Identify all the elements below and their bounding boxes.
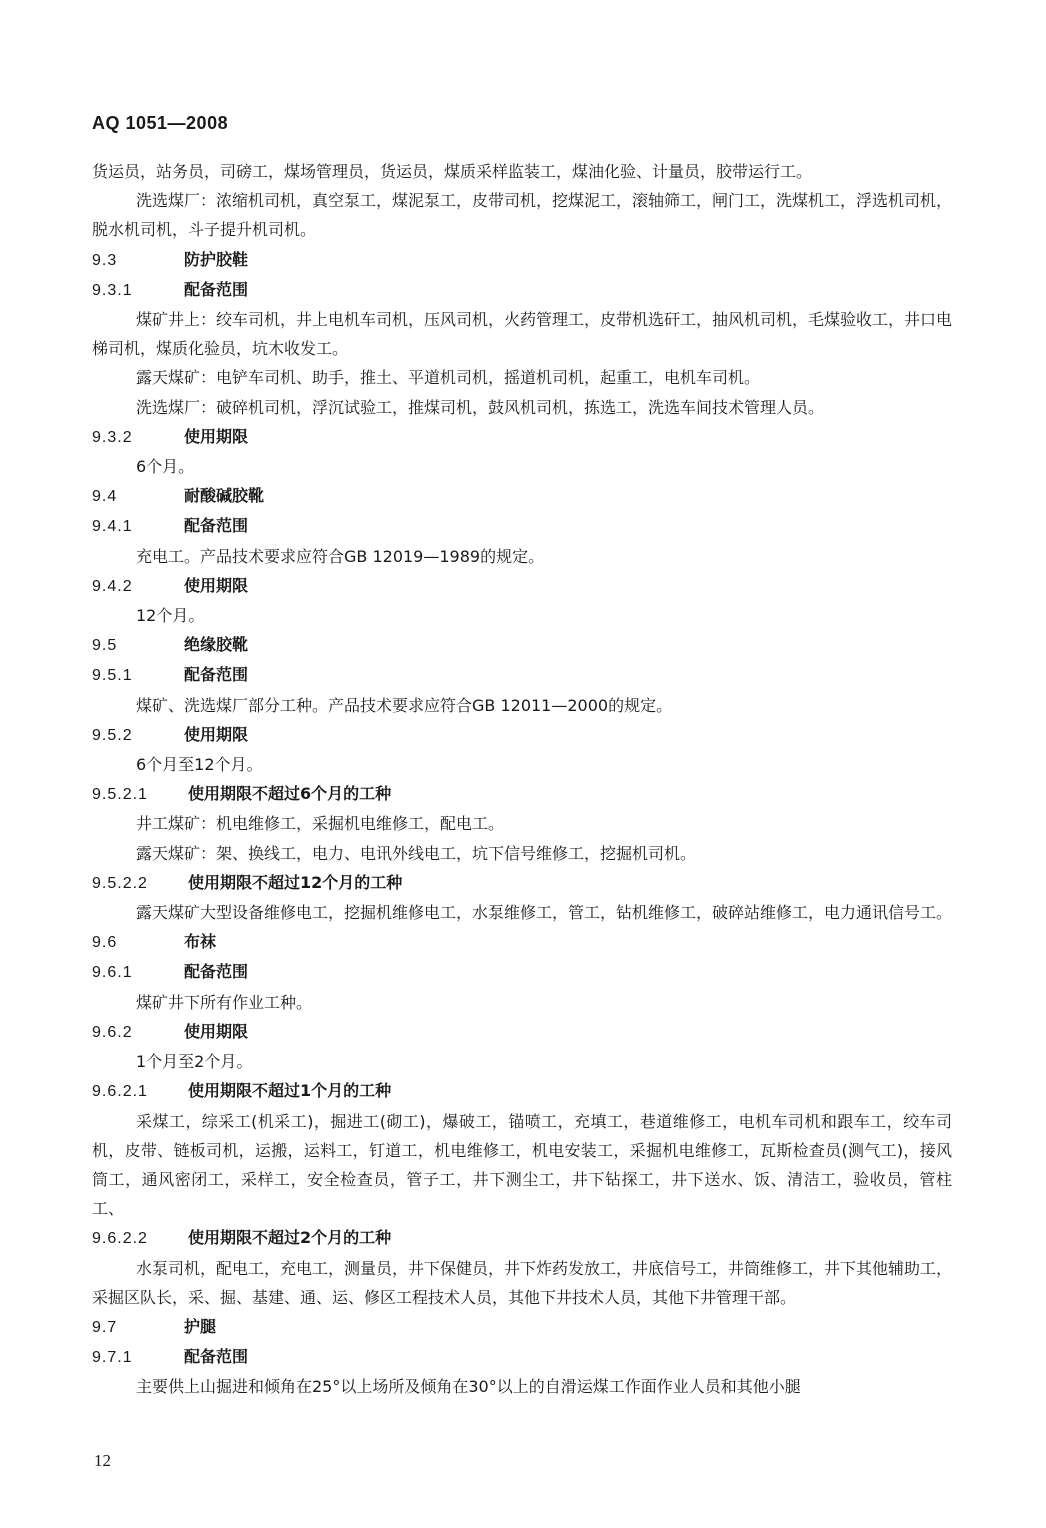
body-paragraph: 6个月至12个月。 bbox=[136, 755, 263, 775]
section-heading bbox=[92, 779, 952, 809]
section-heading bbox=[92, 957, 952, 987]
section-number: 9.5.1 bbox=[92, 667, 133, 685]
section-number: 9.3.2 bbox=[92, 428, 133, 446]
section-number: 9.4.2 bbox=[92, 577, 133, 595]
section-heading bbox=[92, 660, 952, 690]
section-title: 防护胶鞋 bbox=[184, 249, 249, 269]
section-number: 9.5.2 bbox=[92, 726, 133, 744]
section-number: 9.5.2.1 bbox=[92, 786, 148, 804]
document-body bbox=[92, 157, 952, 1402]
body-paragraph: 煤矿井下所有作业工种。 bbox=[136, 992, 313, 1012]
body-paragraph: 洗选煤厂：浓缩机司机，真空泵工，煤泥泵工，皮带司机，挖煤泥工，滚轴筛工，闸门工，洗煤机工，浮选机司机，脱水机司机，斗子提升机司机。 bbox=[92, 191, 953, 240]
section-heading bbox=[92, 927, 952, 957]
section-title: 使用期限不超过2个月的工种 bbox=[188, 1228, 392, 1248]
section-title: 使用期限不超过12个月的工种 bbox=[188, 872, 403, 892]
body-paragraph: 12个月。 bbox=[136, 606, 205, 626]
section-number: 9.6 bbox=[92, 934, 118, 952]
body-paragraph: 货运员，站务员，司磅工，煤场管理员，货运员，煤质采样监装工，煤油化验、计量员，胶带运行工。 bbox=[92, 162, 813, 181]
section-number: 9.3 bbox=[92, 251, 118, 269]
body-paragraph: 采煤工，综采工(机采工)，掘进工(砌工)，爆破工，锚喷工，充填工，巷道维修工，电机车司机和跟车工，绞车司机，皮带、链板司机，运搬，运料工，钉道工，机电维修工，机电安装工，采掘机电维修工，瓦斯检查员(测气工)，接风筒工，通风密闭工，采样工，安全检查员，管子工，井下测尘工，井下钻探工，井下送水、饭、清洁工，验收员，管柱工、 bbox=[92, 1111, 952, 1219]
section-number: 9.6.2 bbox=[92, 1023, 133, 1041]
section-title: 使用期限 bbox=[184, 426, 249, 446]
section-heading bbox=[92, 868, 952, 898]
body-paragraph: 露天煤矿：架、换线工，电力、电讯外线电工，坑下信号维修工，挖掘机司机。 bbox=[136, 843, 697, 863]
section-heading bbox=[92, 275, 952, 305]
section-heading bbox=[92, 630, 952, 660]
body-paragraph: 露天煤矿大型设备维修电工，挖掘机维修电工，水泵维修工，管工，钻机维修工，破碎站维修工，电力通讯信号工。 bbox=[136, 903, 953, 923]
section-number: 9.5.2.2 bbox=[92, 874, 148, 892]
section-number: 9.3.1 bbox=[92, 281, 133, 299]
body-paragraph: 露天煤矿：电铲车司机、助手，推土、平道机司机，摇道机司机，起重工，电机车司机。 bbox=[136, 368, 761, 388]
section-heading bbox=[92, 511, 952, 541]
body-paragraph: 煤矿、洗选煤厂部分工种。产品技术要求应符合GB 12011—2000的规定。 bbox=[136, 695, 673, 715]
section-number: 9.6.1 bbox=[92, 964, 133, 982]
section-title: 配备范围 bbox=[184, 516, 249, 536]
document-code: AQ 1051—2008 bbox=[92, 113, 229, 133]
section-title: 绝缘胶靴 bbox=[184, 635, 249, 655]
section-title: 耐酸碱胶靴 bbox=[184, 486, 265, 506]
section-heading bbox=[92, 1076, 952, 1106]
body-paragraph: 水泵司机，配电工，充电工，测量员，井下保健员，井下炸药发放工，井底信号工，井筒维修工，井下其他辅助工，采掘区队长，采、掘、基建、通、运、修区工程技术人员，其他下井技术人员，其他下井管理干部。 bbox=[92, 1258, 953, 1307]
body-paragraph: 6个月。 bbox=[136, 457, 195, 477]
section-title: 使用期限不超过6个月的工种 bbox=[188, 784, 392, 804]
page-number: 12 bbox=[94, 1451, 111, 1470]
section-title: 配备范围 bbox=[184, 665, 249, 685]
section-number: 9.4 bbox=[92, 488, 118, 506]
body-paragraph: 井工煤矿：机电维修工，采掘机电维修工，配电工。 bbox=[136, 814, 505, 834]
section-heading bbox=[92, 571, 952, 601]
section-number: 9.6.2.2 bbox=[92, 1230, 148, 1248]
section-heading bbox=[92, 422, 952, 452]
section-title: 使用期限 bbox=[184, 1021, 249, 1041]
section-heading bbox=[92, 1017, 952, 1047]
section-heading bbox=[92, 1342, 952, 1372]
section-number: 9.6.2.1 bbox=[92, 1083, 148, 1101]
section-number: 9.5 bbox=[92, 637, 118, 655]
section-title: 配备范围 bbox=[184, 279, 249, 299]
section-heading bbox=[92, 481, 952, 511]
section-heading bbox=[92, 1312, 952, 1342]
section-heading bbox=[92, 1223, 952, 1253]
body-paragraph: 煤矿井上：绞车司机，井上电机车司机，压风司机，火药管理工，皮带机选矸工，抽风机司机，毛煤验收工，井口电梯司机，煤质化验员，坑木收发工。 bbox=[92, 310, 953, 359]
body-paragraph: 充电工。产品技术要求应符合GB 12019—1989的规定。 bbox=[136, 546, 545, 566]
body-paragraph: 主要供上山掘进和倾角在25°以上场所及倾角在30°以上的自滑运煤工作面作业人员和其他小腿 bbox=[136, 1377, 801, 1397]
section-title: 配备范围 bbox=[184, 962, 249, 982]
body-paragraph: 洗选煤厂：破碎机司机，浮沉试验工，推煤司机，鼓风机司机，拣选工，洗选车间技术管理人员。 bbox=[136, 397, 825, 417]
section-heading bbox=[92, 245, 952, 275]
section-title: 布袜 bbox=[184, 932, 217, 952]
section-number: 9.7.1 bbox=[92, 1349, 133, 1367]
section-number: 9.7 bbox=[92, 1318, 118, 1336]
section-title: 护腿 bbox=[184, 1316, 217, 1336]
section-number: 9.4.1 bbox=[92, 518, 133, 536]
section-heading bbox=[92, 720, 952, 750]
section-title: 使用期限不超过1个月的工种 bbox=[188, 1081, 392, 1101]
section-title: 配备范围 bbox=[184, 1347, 249, 1367]
section-title: 使用期限 bbox=[184, 575, 249, 595]
body-paragraph: 1个月至2个月。 bbox=[136, 1052, 253, 1072]
section-title: 使用期限 bbox=[184, 724, 249, 744]
